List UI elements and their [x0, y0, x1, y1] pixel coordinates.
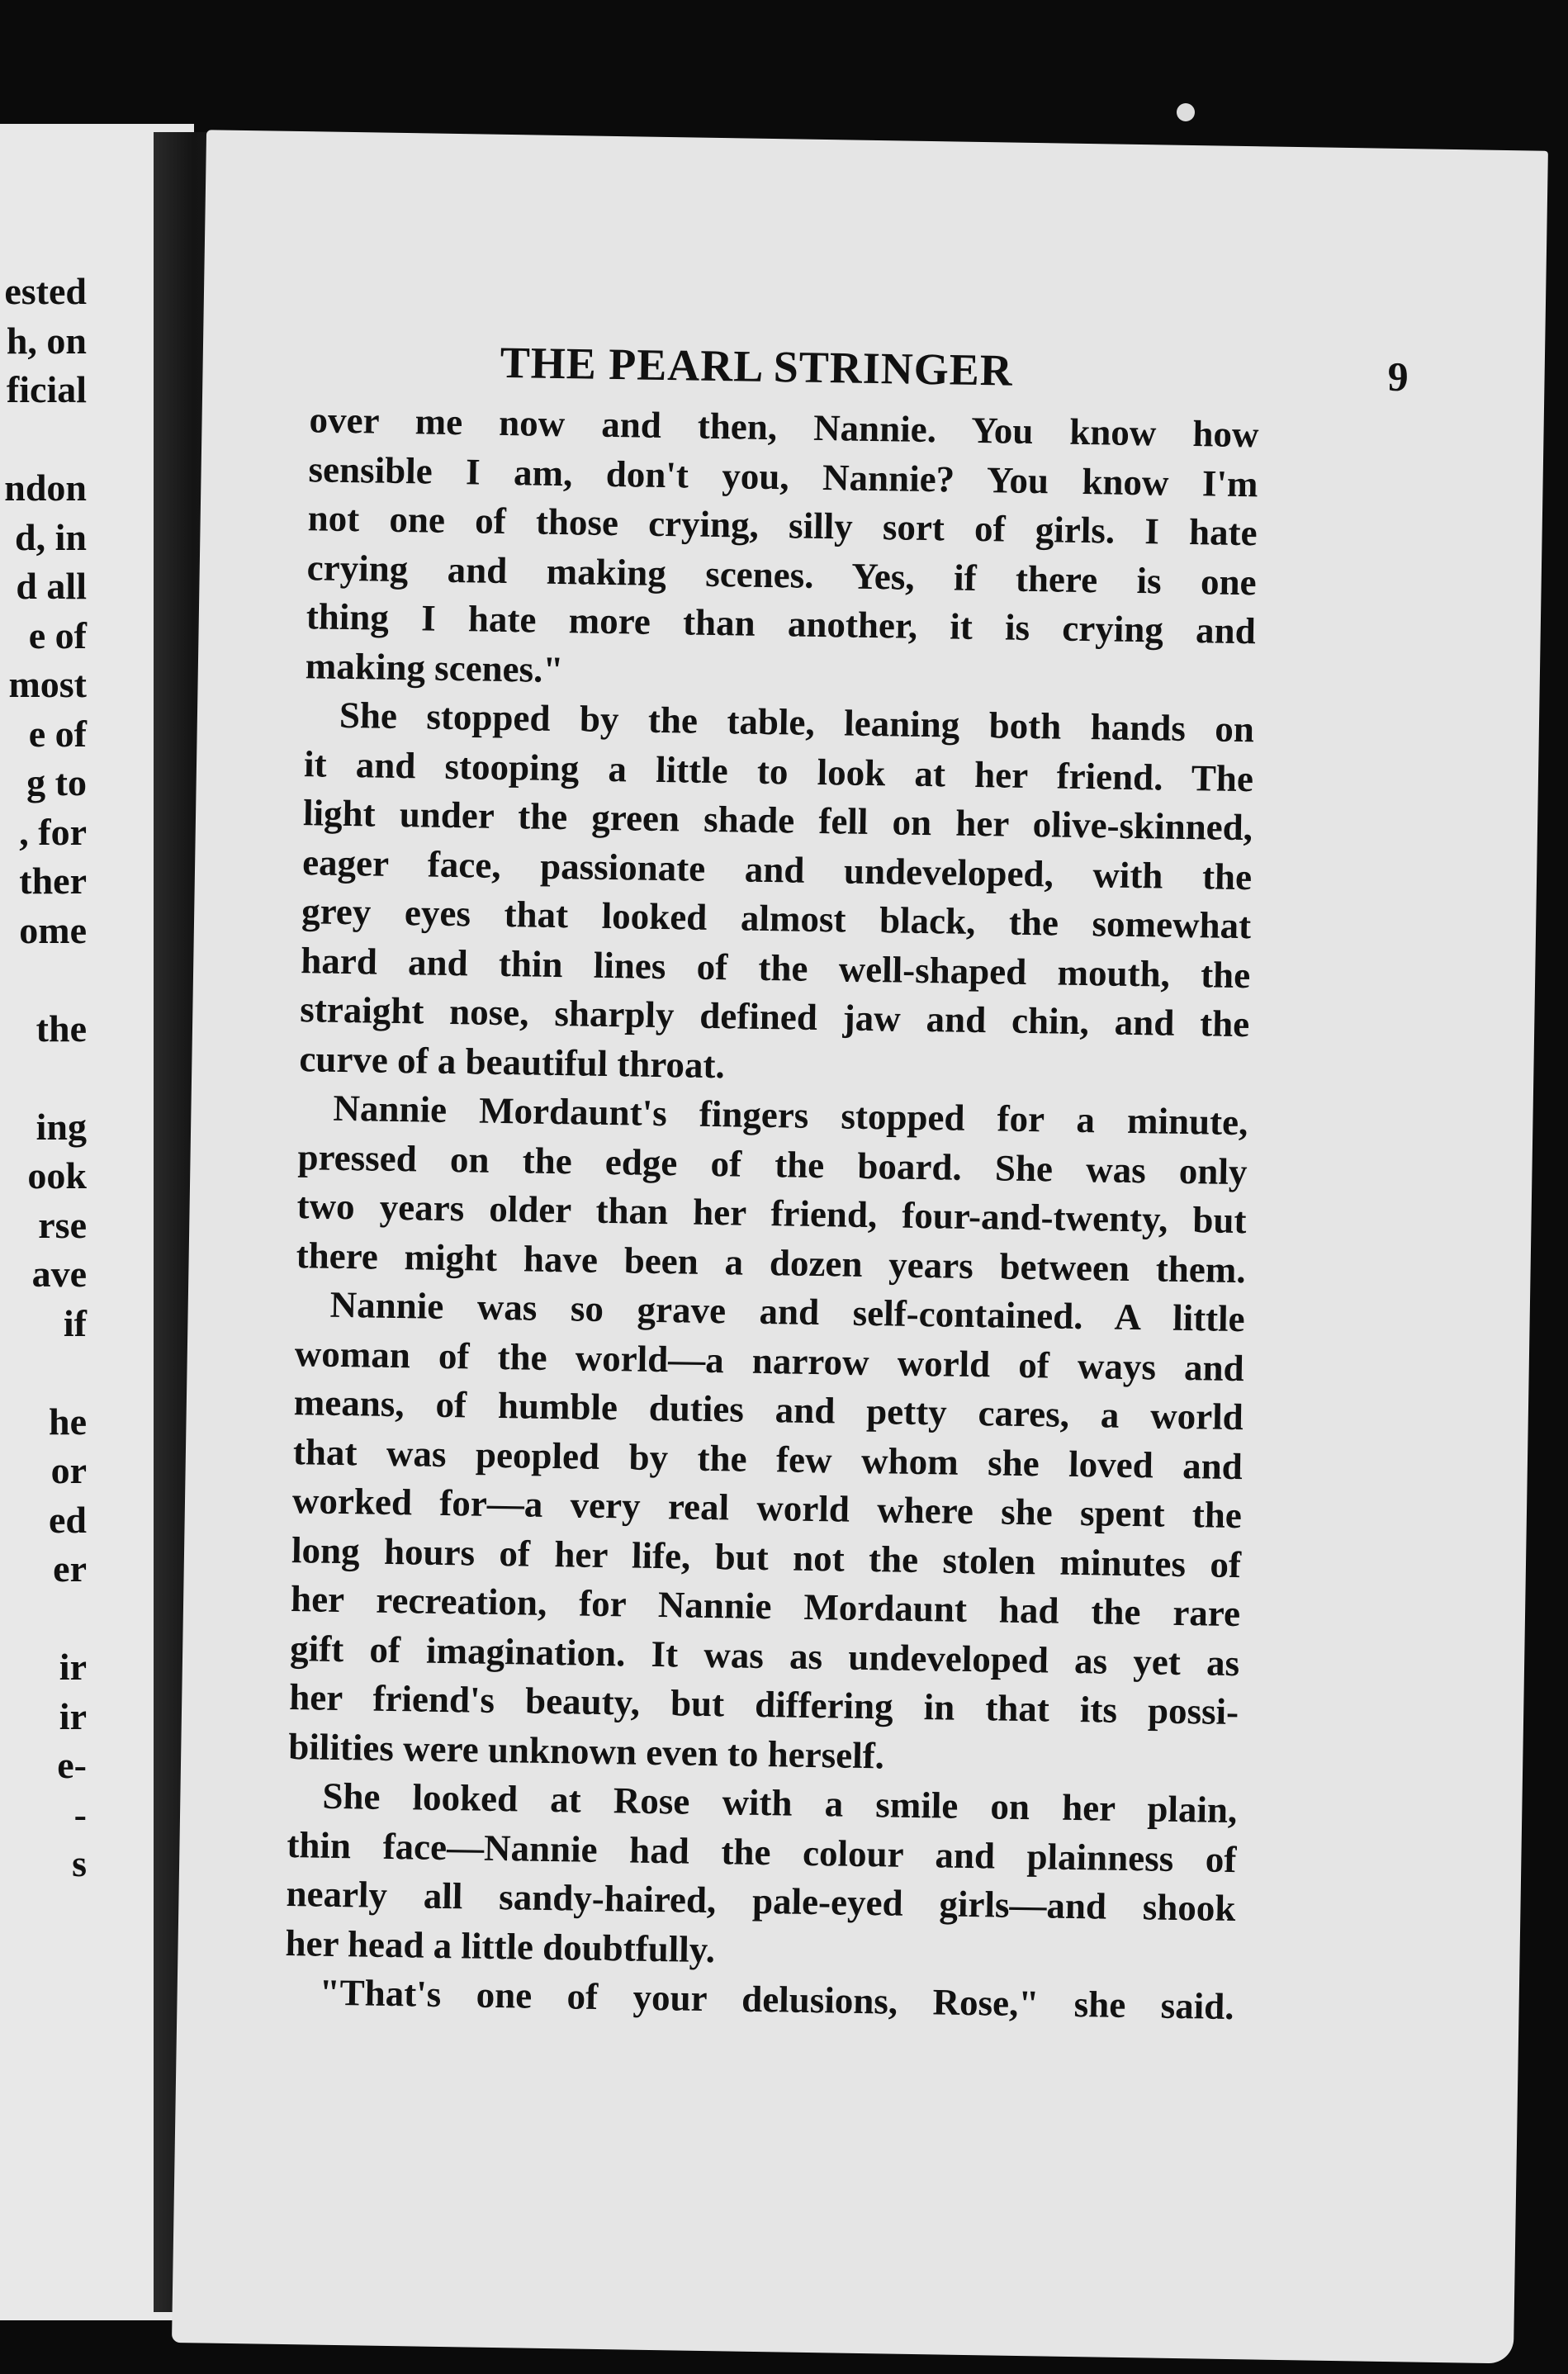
running-head: [500, 337, 1409, 409]
facing-page-fragment: ook: [27, 1154, 87, 1196]
text-line: light under the green shade fell on her olive-skinned,: [302, 792, 1253, 849]
facing-page-fragment: ed: [49, 1498, 87, 1541]
facing-page-fragment: he: [49, 1400, 87, 1443]
text-line: her friend's beauty, but differing in that its possi-: [288, 1676, 1239, 1733]
text-line: Nannie Mordaunt's fingers stopped for a minute,: [333, 1087, 1248, 1144]
facing-page-fragment: d all: [16, 565, 87, 607]
text-line: worked for—a very real world where she spent the: [291, 1480, 1243, 1537]
text-line: thing I hate more than another, it is crying and: [306, 595, 1257, 652]
text-line: two years older than her friend, four-and-twenty, but: [296, 1185, 1247, 1242]
text-line: making scenes.": [305, 644, 564, 690]
text-line: hard and thin lines of the well-shaped mouth, the: [300, 939, 1251, 996]
text-line: grey eyes that looked almost black, the somewhat: [301, 890, 1252, 947]
text-line: thin face—Nannie had the colour and plainness of: [287, 1823, 1237, 1880]
text-line: there might have been a dozen years between them.: [296, 1234, 1246, 1291]
text-line: long hours of her life, but not the stolen minutes of: [291, 1528, 1242, 1585]
text-line: her head a little doubtfully.: [285, 1921, 716, 1970]
facing-page-fragment: ir: [59, 1694, 87, 1737]
facing-page-fragment: er: [53, 1547, 87, 1590]
text-line: gift of imagination. It was as undeveloped as yet as: [289, 1627, 1240, 1684]
facing-page-fragment: most: [8, 663, 87, 705]
facing-page-fragment: the: [36, 1007, 87, 1050]
body-text: [284, 396, 1259, 2031]
facing-page-fragment: ome: [19, 908, 87, 951]
text-line: pressed on the edge of the board. She was only: [297, 1135, 1248, 1192]
facing-page-fragment: s: [72, 1842, 87, 1884]
text-line: straight nose, sharply defined jaw and chin, and the: [299, 988, 1250, 1045]
facing-page-fragment: d, in: [15, 515, 87, 558]
facing-page-fragment: h, on: [6, 319, 87, 362]
facing-page-fragment: rse: [38, 1203, 87, 1246]
text-line: sensible I am, don't you, Nannie? You know I'm: [308, 448, 1258, 505]
text-line: it and stooping a little to look at her friend. The: [303, 742, 1254, 799]
book-page: [172, 130, 1548, 2363]
text-line: her recreation, for Nannie Mordaunt had the rare: [290, 1578, 1241, 1635]
page-number: 9: [1387, 353, 1409, 400]
facing-page-fragment: ficial: [6, 368, 87, 410]
text-line: over me now and then, Nannie. You know how: [309, 399, 1259, 456]
text-line: crying and making scenes. Yes, if there is one: [306, 546, 1258, 603]
facing-page-fragment: , for: [19, 810, 87, 853]
text-line: that was peopled by the few whom she loved and: [292, 1430, 1244, 1487]
text-line: She stopped by the table, leaning both hands on: [339, 694, 1255, 751]
running-title: THE PEARL STRINGER: [500, 337, 1014, 396]
text-line: curve of a beautiful throat.: [299, 1037, 726, 1086]
text-line: Nannie was so grave and self-contained. A little: [329, 1283, 1246, 1340]
facing-page-fragment: g to: [26, 761, 87, 803]
facing-page-fragment: if: [63, 1301, 87, 1344]
facing-page-fragment: ir: [59, 1646, 87, 1688]
text-line: nearly all sandy-haired, pale-eyed girls—and shook: [286, 1873, 1236, 1930]
facing-page-fragment: ing: [36, 1105, 87, 1148]
text-line: "That's one of your delusions, Rose," she said.: [319, 1971, 1234, 2028]
facing-page-fragment: -: [73, 1793, 87, 1836]
facing-page-fragment: ndon: [4, 467, 87, 509]
text-line: woman of the world—a narrow world of ways and: [294, 1332, 1245, 1389]
text-line: not one of those crying, silly sort of girls. I hate: [307, 497, 1258, 554]
dust-speck: [1177, 103, 1195, 121]
text-line: means, of humble duties and petty cares, a world: [293, 1381, 1244, 1438]
text-line: eager face, passionate and undeveloped, with the: [301, 841, 1253, 898]
facing-page-fragment: ther: [19, 860, 87, 902]
facing-page-fragment: or: [50, 1449, 87, 1491]
facing-page-fragment: e of: [28, 712, 87, 755]
facing-page-fragment: e-: [57, 1744, 87, 1786]
facing-page-fragment: ave: [31, 1253, 87, 1295]
facing-page-fragment: ested: [4, 270, 87, 312]
text-line: She looked at Rose with a smile on her plain,: [322, 1775, 1238, 1831]
facing-page-fragment: e of: [28, 614, 87, 656]
text-line: bilities were unknown even to herself.: [287, 1725, 885, 1776]
